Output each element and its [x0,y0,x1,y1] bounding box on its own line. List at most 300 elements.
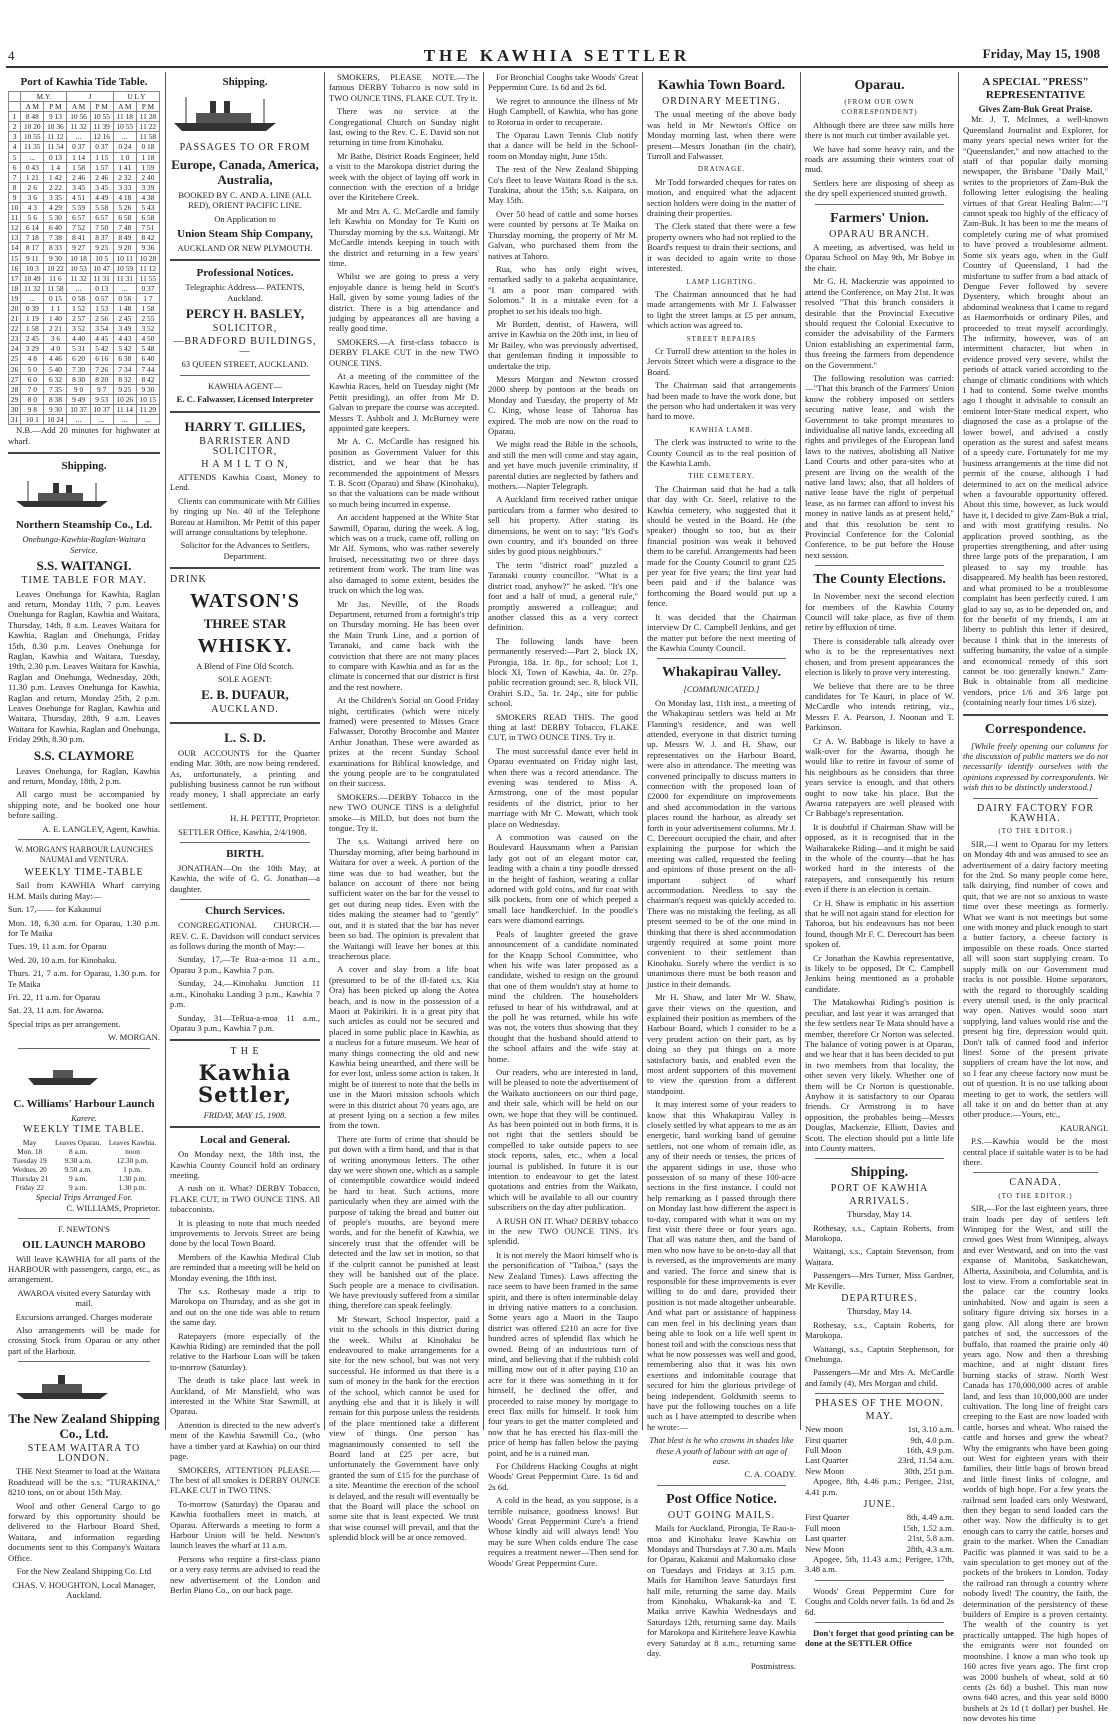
column-4-paragraphs [488,72,638,1568]
moon-row [805,1455,954,1465]
settler-office: SETTLER Office, Kawhia, 2/4/1908. [178,826,307,837]
launch-name: OIL LAUNCH MAROBO [22,1238,146,1251]
news-paragraph: Mr Burdett, dentist, of Hawera, will arrive in Kawhia on the 20th inst, in lieu of Mr Bailey, who was previously advertised, that gentleman finding it impossible to undertake the trip. [488,318,638,371]
news-paragraph: An accident happened at the White Star Sawmill, Oparau, during the week. A log, which was on a truck, came off, rolling on Mr Alf. Symons, who was rather severely bruised, necessitating two or three days retirement from work. The tram line was also damaged to some extent, besides the truck on which the log was. [329,512,479,596]
sole-agent-label: SOLE AGENT: [217,673,273,684]
moon-phase: New Moon [805,1465,844,1476]
news-paragraph: A commotion was caused on the Boulevard Haussmann when a Parisian lady got out of an elegant motor car, leading with a chain a tiny poodle dressed in the height of fashion, wearing a collar adorned with gold coins, and fur coat with silk pockets, from one of which peeped a small lace handkerchief. In the poodle's ears were diamond earrings. [488,832,638,926]
union-address: AUCKLAND OR NEW PLYMOUTH. [177,243,313,254]
tide-cell: 0 37 [90,142,113,152]
town-board-sub: ORDINARY MEETING. [662,96,781,107]
woods-ad: Woods' Great Peppermint Cure for Coughs and Colds never fails. 1s 6d and 2s 6d. [805,1585,954,1617]
tide-cell: 10 3 [21,263,44,273]
tide-cell: 11 32 [67,273,90,283]
news-paragraph: The following lands have been permanently reserved:—Part 2, block IX, Pirongia, 18a. 1r. 8p., for school; Lot 1, block XI, Town of Kawhia, 4a. 0r. 27p. public recreation ground; sec. 8, block VII, Orahiri S.D., 5a. 1r. 24p., site for public school. [488,635,638,709]
news-paragraph: Peals of laughter greeted the grave announcement of a candidate nominated for the Knapp School Committee, who when his wife was later proposed as a candidate, wished to resign on the ground that one of them wouldn't stay at home to mind the children. The householders refused to hear of his withdrawal, and at the poll he was returned, while his wife was not, the voters thus showing that they thought that the husband should attend to the school affairs and the wife stay at home. [488,928,638,1064]
moon-row [805,1466,954,1476]
tide-cell: 9 25 [113,384,136,394]
tide-cell: 29 [9,394,21,404]
news-paragraph: SMOKERS, ATTENTION PLEASE.—The best of all smokes is DERBY OUNCE FLAKE CUT in TWO TINS. [170,1464,320,1496]
basley-address: 63 QUEEN STREET, AUCKLAND. [181,359,309,370]
tide-cell: 2 46 [67,172,90,182]
tide-cell: 5 26 [113,203,136,213]
tide-row [9,283,160,293]
post-office-heading: Post Office Notice. [666,1491,777,1507]
tb-subhead: THE CEMETERY. [688,472,755,481]
tide-cell: 2 21 [44,324,67,334]
karere-row [8,1165,160,1174]
tide-cell: 9 7 [90,384,113,394]
tide-cell: 26 [9,364,21,374]
whisky-star: THREE STAR [203,615,287,631]
sail-line: Wed. 20, 10 a.m. for Kinohaku. [8,954,117,965]
karere-cell: 9 a.m. [69,1183,88,1193]
arrival-line: Passengers—Mrs Turner, Miss Gardner, Mr Keville. [805,1270,954,1291]
church-heading: Church Services. [205,905,285,918]
divider [973,798,1098,799]
local-paragraphs [170,1149,320,1595]
tide-cell: 7 48 [113,223,136,233]
tide-cell: 14 [9,243,21,253]
tide-cell: 4 3 [21,203,44,213]
tide-cell: 3 [9,132,21,142]
notice-text: Wool and other General Cargo to go forward by this opportunity should be delivered to the Harbour Board Shed, Waitara, and information regarding documents sent to this Company's Waitara Office. [8,1500,160,1563]
tide-ampm: A M [67,102,90,112]
steamship-icon [170,95,280,135]
whisky-blend: A Blend of Fine Old Scotch. [196,660,294,671]
tide-row [9,233,160,243]
tide-cell: 1 48 [113,303,136,313]
sail-schedule [8,904,160,1029]
news-paragraph: At a meeting of the committee of the Kawhia Races, held on Tuesday night (Mr Pettit presiding), an offer from Mr D. Galvan to prepare the course was accepted. Messrs T. Ashbolt and J. McBurney were appointed gate keepers. [329,370,479,433]
tide-cell: 28 [9,384,21,394]
tide-cell: 0 37 [67,142,90,152]
service-heading: STEAM WAITARA TO LONDON. [27,1442,141,1465]
tide-cell: 4 38 [136,192,159,202]
shipping-heading: Shipping. [222,76,268,88]
church-line: Sunday, 31—TeRua-a-moa 11 a.m., Oparau 3 p.m., Kawhia 7 p.m. [170,1012,320,1033]
tide-cell: 1 53 [90,303,113,313]
tide-cell: 9 13 [44,112,67,122]
tide-row [9,384,160,394]
tide-cell: 11 29 [136,404,159,414]
shipping-heading: Shipping. [850,1165,909,1181]
divider [815,1580,944,1581]
tide-cell: 6 20 [67,354,90,364]
tide-cell: 11 14 [113,404,136,414]
moon-row [805,1533,954,1543]
tide-cell: 6 57 [67,213,90,223]
tide-cell: 1 52 [67,303,90,313]
gillies-text: ATTENDS Kawhia Coast, Money to Lend. [170,471,320,493]
passages: PASSAGES TO OR FROM [179,142,311,154]
tide-cell: 3 54 [90,324,113,334]
tide-cell: 9 30 [136,384,159,394]
farmers-heading: Farmers' Union. [830,210,929,226]
tide-row [9,293,160,303]
destinations: Europe, Canada, America, Australia, [171,156,319,187]
tide-cell: 9 [9,192,21,202]
whakapirau-heading: Whakapirau Valley. [661,665,782,681]
tide-cell: 5 0 [21,364,44,374]
tide-cell: 6 32 [44,374,67,384]
dairy-letter: SIR,—I went to Oparau for my letters on Monday 4th and was amused to see an advertisement of a dairy factory meeting for the 2nd. So many people come here, talk dairying, find number of cows and quit, that we are not so anxious to waste time over these meetings as formerly. What we want is not meetings but some one with money and pluck enough to start a butter factory, a cheese factory is impossible on these roads. Once started all will soon start supplying cream. To supply milk on our Government mud tracks is not possible. Home separators, with the regard to thoroughly scalding every utensil used, is the only practical way open. Natives would soon start supplying, land values would rise and the present big fire, depression would quit. Don't talk of canned food and inferior lines! Some of the present private suppliers of cream have the lot now, and so I fear any cheese factory now must be out of question. It is no use talking about meeting to get to work, the settlers will all take it on and do better than at any other produce.—Yours, etc., [963,838,1108,1120]
launch-text: Excursions arranged. Charges moderate [15,1311,153,1322]
moon-time: 28th, 4.3 a.m. [906,1543,954,1554]
tide-cell: 3 6 [21,192,44,202]
notice-text: THE Next Steamer to load at the Waitara Roadstead will be the s.s. "TURAKINA," 8210 tons, on or about 15th May. [8,1466,160,1498]
basley-title: SOLICITOR, [212,323,278,335]
tide-cell: ... [90,415,113,425]
county-paragraph: It is doubtful if Chairman Shaw will be opposed, as it is recognised that in the Waiharakeke Riding—and it might be said in the whole of the county—that he has worked hard in the interests of the ratepayers, and consequently his return even if there is an election is certain. [805,821,954,895]
lsd-heading: L. S. D. [224,729,266,745]
moon-phase: New Moon [805,1543,844,1554]
tide-cell: 1 58 [67,162,90,172]
tide-cell: 27 [9,374,21,384]
tide-table [8,91,160,425]
karere-table-body [8,1147,160,1192]
header-rule [6,66,1108,68]
tide-row [9,263,160,273]
union-company: Union Steam Ship Company, [177,228,313,241]
tide-cell: 10 26 [113,394,136,404]
column-6 [805,72,954,1649]
tide-cell: 4 40 [67,334,90,344]
departure-line: Passengers—Mr and Mrs A. McCardle and family (4), Mrs Morgan and child. [805,1367,954,1388]
karere-col: Leaves Oparau. [55,1137,102,1147]
tide-cell: 1 [9,112,21,122]
tide-cell: 4 43 [113,334,136,344]
tide-cell: 20 [9,303,21,313]
karere-cell: 8 a.m. [69,1146,88,1156]
tide-cell: 5 42 [90,344,113,354]
tide-cell: 1 14 [67,152,90,162]
moon-note: Apogee, 8th, 4.46 p.m.; Perigee, 21st, 4.41 p.m. [805,1476,954,1497]
oparau-para: Settlers here are disposing of sheep as the dry spell experienced stunted growth. [805,177,954,199]
county-paragraph: There is considerable talk already over who is to be the representatives next chosen, and from present appearances the election is likely to prove very interesting. [805,635,954,678]
tide-cell: 2 57 [67,314,90,324]
tb-para: The Clerk stated that there were a few property owners who had not replied to the Board's request to drain their sections, and it was decided to again write to those interested. [647,221,796,274]
sail-line: Fri. 22, 11 a.m. for Oparau [8,991,101,1002]
tide-cell: 7 34 [113,364,136,374]
tide-cell: 5 40 [44,364,67,374]
karere-cell: 9 a.m. [69,1174,88,1184]
tide-cell: 0 24 [113,142,136,152]
moon-time: 15th, 1.52 a.m. [902,1522,954,1533]
farmers-para: Mr G. H. Mackenzie was appointed to attend the Conference, on May 21st. It was resolved "That this branch considers it desirable that the Provincial Executive should request the Colonial Executive to consider the advisability of the Farmers Union establishing an experimental farm, thus freeing the farmers from dependence on the Government." [805,276,954,370]
correspondence-note: [While freely opening our columns for the discussion of public matters we do not necessarily identify ourselves with the opinions expressed by correspondents. We wish this to be distinctly understood.] [963,740,1108,793]
departures-date: Thursday, May 14. [847,1306,912,1317]
tide-cell: 11 [9,213,21,223]
tb-para: Cr Turroll drew attention to the holes in Jervois Street which were a disgrace to the Board. [647,345,796,377]
moon-time: 1st, 3.10 a.m. [907,1424,954,1435]
church-text: CONGREGATIONAL CHURCH.—REV. C. E. Davidson will conduct services as follows during the month of May:— [170,920,320,952]
news-paragraph: We might read the Bible in the schools, and still the men will come and stay again, and yet have much juvenile criminality, if parental duties are neglected by fathers and mothers.—Napier Telegraph. [488,439,638,492]
county-paragraph: Cr H. Shaw is emphatic in his assertion that he will not again stand for election for Tahoroa, but his endeavours has not been found, though Mr F. C. Derecourt has been spoken of. [805,897,954,950]
tide-cell: ... [136,415,159,425]
tide-cell: ... [21,293,44,303]
tide-cell: 0 15 [44,293,67,303]
tb-para: The clerk was instructed to write to the County Council as to the real position of the Kawhia Lamb. [647,437,796,468]
tide-row [9,152,160,162]
tide-cell: ... [113,415,136,425]
tide-cell: 10 15 [136,394,159,404]
tide-cell: 22 [9,324,21,334]
tide-row [9,213,160,223]
postmistress: Postmistress. [750,1661,796,1672]
tide-cell: 8 33 [44,243,67,253]
tide-cell: 3 49 [113,324,136,334]
launch-text: Also arrangements will be made for crossing Stock from Oparau or any other part of the Harbour. [8,1325,160,1356]
tide-cell: 10 53 [67,263,90,273]
dairy-ps: P.S.—Kawhia would be the most central place if suitable water is to be had there. [963,1136,1108,1167]
tide-note: N.B.—Add 20 minutes for highwater at wharf. [8,425,160,446]
wv-para: It may interest some of your readers to know that this Whakapirau Valley is closely settled by what appears to me as an energetic, hard working band of genuine settlers, not one whom of remain idle, as any of their needs or tenses, the prices of the apparent sidings in use, those who possession of so many of these 100-acre sections in the first instance. I could not help remarking as I passed through there on Monday last how different the aspect is to-day, compared with what it was on my first visit there three or four years ago. That all was nature then, and the band of men who now have to be on-to-day all that is reversed, as the improvements are many and varied. The force and sinew that is responsible for these improvements is ever willing to do and dare, provided their position is not made altogether unbearable. And what part or assistance of happiness can men feel in his declining years than being able to look on a life well spent in honest toil and with the conscious ness that what he now possesses was well and good, remembering also that it was his own exertions and indomitable courage that secured for him the glorious privilege of being independent. Goldsmith seems to have put the following touches on a life such as I have attempted to describe when he wrote:— [647,1099,796,1432]
oparau-heading: Oparau. [854,78,905,93]
moon-may-rows [805,1424,954,1476]
tide-cell: 2 56 [90,314,113,324]
news-paragraph: The term "district road" puzzled a Taranaki county councillor. "What is a district road, anyhow?" he asked. "It's one foot and a half of mud, a general rule," promptly answered a colleague; and another classed this as a very correct definition. [488,559,638,633]
divider [815,1158,944,1159]
news-paragraph: SMOKERS READ THIS. The good thing at last! DERBY Tobacco, FLAKE CUT, in TWO OUNCE TINS. Try it. [488,711,638,743]
sail-line: Tues. 19, 11 a.m. for Oparau [8,941,107,952]
column-rule [642,72,643,1430]
page-number: 4 [8,48,15,63]
tide-cell: 1 40 [44,314,67,324]
news-paragraph: For Childrens Hacking Coughs at night Woods' Great Peppermint Cure. 1s 6d and 2s 6d. [488,1461,638,1492]
moon-time: 9th, 4.0 p.m. [910,1434,954,1445]
tide-ampm: A M [113,102,136,112]
tb-para: The Chairman said that he had a talk that day with Cr. Steel, relative to the Kawhia cemetery, who suggested that it should be vested in the Board. He (the speaker) thought so too, but as their financial position was weak it behoved them to be careful. Arrangements had been made for the County Council to grant £25 per year for five years; the first year had been paid and if the balance was forthcoming the Board would put up a fence. [647,483,796,609]
tide-cell: ... [67,132,90,142]
tide-cell: 17 [9,273,21,283]
tide-cell: 8 37 [90,233,113,243]
tide-cell: 4 0 [44,344,67,354]
port-heading: PORT OF KAWHIA [830,1183,929,1195]
tide-cell: 4 46 [44,354,67,364]
divider [963,714,1108,716]
tide-cell: ... [113,283,136,293]
launch-heading: W. MORGAN'S HARBOUR LAUNCHES NAUMAI and VENTURA. [14,845,154,865]
tide-cell: 7 50 [90,223,113,233]
column-rule [958,72,959,1430]
tide-row [9,404,160,414]
church-line: Sunday, 17,—Te Rua-a-moa 11 a.m., Oparau 3 p.m., Kawhia 7 p.m. [170,954,320,975]
tide-cell: 13 [9,233,21,243]
tide-cell: 4 8 [21,354,44,364]
whisky-ad-drink: DRINK [170,574,207,586]
basley-name: PERCY H. BASLEY, [185,306,305,322]
issue-date: Friday, May 15, 1908 [982,46,1100,61]
tide-row [9,253,160,263]
column-3-paragraphs [329,72,479,1543]
divider [170,259,320,261]
tide-cell: 16 [9,263,21,273]
tide-cell: 0 13 [90,283,113,293]
arrival-line: Rothesay, s.s., Captain Roberts, from Marokopa. [805,1222,954,1243]
tide-cell: 8 49 [113,233,136,243]
column-4 [488,72,638,1568]
tide-cell: 15 [9,253,21,263]
tide-table-body [9,112,160,425]
tide-row [9,303,160,313]
tide-cell: 5 30 [44,213,67,223]
tide-cell: 9 30 [44,253,67,263]
tide-row [9,415,160,425]
tide-cell: 0 18 [136,142,159,152]
company-name: The New Zealand Shipping Co., Ltd. [8,1410,160,1441]
agent-signature: A. E. LANGLEY, Agent, Kawhia. [42,823,160,834]
news-paragraph: The s.s. Waitangi arrived here on Thursday morning, after being barbound in Waitara for over a week. A portion of the time was due to bad weather, but the balance on account of there not being sufficient water on the bar for the vessel to get out during neap tides. Even with the tides making the steamer had to "gently" out, and it is stated that the bar has never been so bad. The opinion is prevalent that the Waitangi will leave her bones at this treacherous place. [329,836,479,961]
sole-agent-name: E. B. DUFAUR, [201,687,289,703]
news-paragraph: On Monday next, the 18th inst, the Kawhia County Council hold an ordinary meeting. [170,1149,320,1180]
sail-line: Sat. 23, 11 a.m. for Awaroa. [8,1005,104,1016]
karere-table [8,1138,160,1193]
tide-cell: 10 59 [113,263,136,273]
tide-cell: 1 58 [21,324,44,334]
moon-row [805,1424,954,1434]
column-rule [165,72,166,1430]
zambuk-text: Mr. J. T. McInnes, a well-known Queensland Journalist and Explorer, for many years special news writer for the "Queenslander," and now attached to the staff of that popular daily morning newspaper, the Brisbane "Daily Mail," writes to the proprietors of Zam-Buk the following letter eulogising the healing virtues of that Great Healing Balm:—"I cannot speak too highly of the efficacy of Zam-Buk. It has been to me the means of completely curing me of what promised to have proved a troublesome ailment. Some six years ago, when in the Gulf Country of Queensland, I had the misfortune to suffer from a bad attack of Dengue Fever followed by severe Dysentery, which brought about an abdominal weakness that I came to regard as Haemorrhoids or ordinary Piles, and proceeded to treat myself accordingly. The infirmity, however, was of an intermittent character, but when in evidence proved very severe, whilst the periods of attack varied according to the change of climatic conditions with which I had to contend. Some twelve months ago I thought it advisable to consult an eminent Inter-State medical expert, who diagnosed the case as a prolapse of the lower bowel, and advised a costly operation as the surest and safest means of a speedy cure. Fortunately for me my business arrangements at the time did not permit of the course, although I had determined to act on the medical advice when a favourable opportunity offered. About this time, however, as luck would have it, I decided to give Zam-Buk a trial, and with most gratifying results. No application proved soothing, as the properties strengthening, and after using three large pots of the preparation, I am pleased to say my trouble has disappeared. My health has been restored, and what promised to be a troublesome complaint has been perfectly cured. I am glad to say so, as to be depended on, and for the benefit of my friends, I am at liberty to publish this letter if desired, because I think that in the interests of suffering humanity, the value of a simple and economical remedy of this sort cannot be too generally known." Zam-Buk is obtainable from all medicine vendors, price 1/6 and 3/6 large pot (containing nearly four times 1/6 size). [963,114,1108,708]
tide-cell: ... [113,132,136,142]
tide-cell: 2 32 [113,172,136,182]
tide-cell: 10 37 [90,404,113,414]
tide-cell: 1 15 [90,152,113,162]
tide-cell: 11 6 [44,273,67,283]
tide-cell: 3 45 [90,182,113,192]
sail-line: Thurs. 21, 7 a.m. for Oparau, 1.30 p.m. for Te Maika [8,968,160,989]
manager-signature: CHAS. V. HOUGHTON, Local Manager, Auckland. [12,1579,156,1600]
tide-cell: 3 52 [136,324,159,334]
newton-name: F. NEWTON'S [58,1224,110,1235]
sole-agent-town: AUCKLAND. [211,704,279,716]
column-3 [329,72,479,1543]
karere-cell: noon [125,1146,140,1156]
tide-cell: 9 25 [90,243,113,253]
tide-cell: 3 6 [44,334,67,344]
weekly-timetable-heading: WEEKLY TIME-TABLE [24,866,144,878]
tide-row [9,354,160,364]
tide-cell: 0 39 [21,303,44,313]
tide-cell: 6 14 [21,223,44,233]
whisky-brand: WATSON'S [190,589,300,612]
tide-cell: 10 20 [21,122,44,132]
tide-cell: 1 0 [113,152,136,162]
karere-col: Leaves Kawhia. [108,1137,157,1147]
karere-cell: Wednes. 20 [12,1165,47,1175]
morgan-signature: W. MORGAN. [108,1032,160,1043]
tb-para: The usual meeting of the above body was held in Mr Newton's Office on Monday morning last, when there were present—Messrs Jonathan (in the chair), Turroll and Falwasser. [647,109,796,162]
tide-cell: 11 28 [136,112,159,122]
tide-cell: 6 58 [113,213,136,223]
news-paragraph: SMOKERS.—DERBY Tobacco in the new TWO OUNCE TINS is a delightful smoke—is MILD, but does not burn the tongue. Try it. [329,791,479,834]
tide-cell: 8 17 [21,243,44,253]
tide-cell: 5 31 [67,344,90,354]
tide-cell: 11 58 [136,132,159,142]
tb-para: Mr Todd forwarded cheques for rates on motion, and enquired what the adjacent section holders were doing in the matter of draining their properties. [647,176,796,219]
tide-cell: 8 30 [67,374,90,384]
moon-heading: PHASES OF THE MOON. [815,1398,944,1410]
divider [657,658,786,659]
tide-row [9,273,160,283]
tide-cell: 10 49 [21,273,44,283]
karere-cell: Friday 22 [15,1183,44,1193]
county-paragraph: Cr A. W. Babbage is likely to have a walk-over for the Awaroa, though he would like to retire in favour of some of his neighbours as he considers that three years service is enough, and that others ought to now take his place. But the Awaroa ratepayers are well pleased with Cr Babbage's representation. [805,735,954,819]
tide-cell: 9 53 [90,394,113,404]
county-paragraphs [805,591,954,1153]
tide-row [9,122,160,132]
tb-subhead: STREET REPAIRS [686,334,757,343]
tide-month: U L Y [113,92,159,102]
divider [180,842,310,843]
news-paragraph: It is not merely the Maori himself who is the personification of "Taihoa," (says the New Zealand Times). Laws affecting the race seem to have been framed in the same spirit, and there is often interminable delay in driving native matters to a conclusion. Some years ago a Maori in the Taupo district was offered £210 an acre for five hundred acres of splendid flax which he owned. Being of an industrious turn of mind, and believing that if the rubbish cold milling mow out of it after paying £10 an acre for it there was something in it for himself, he declined the offer, and proceeded to raise money by mortgage to erect flax mills for himself. It took him four years to get the matter completed and now that he has erected his flax-mill the price of hemp has fallen below the paying point, and he is a ruined man. [488,1249,638,1458]
tb-subhead: DRAINAGE. [697,165,746,174]
news-paragraph: A RUSH ON IT. What? DERBY tobacco in the new TWO OUNCE TINS. It's splendid. [488,1215,638,1247]
news-paragraph: A Auckland firm received rather unique particulars from a farmer who desired to sell his property. After stating its dimensions, he went on to say: "It's God's own country, and it's bounded on three sides by good pious neighbours." [488,494,638,557]
news-paragraph: Rua, who has only eight wives, remarked sadly to a pakeha acquaintance, "I am a poor man compared with Solomon." It is a mistake even for a prophet to set his ideals too high. [488,263,638,316]
tide-cell: 9 49 [67,394,90,404]
cargo-note: All cargo must be accompanied by shipping note, and be booked one hour before sailing. [8,789,160,821]
tide-cell: 3 29 [21,344,44,354]
divider [973,1172,1098,1173]
tide-cell: 11 12 [44,132,67,142]
tide-cell: 8 [9,182,21,192]
divider [815,565,944,566]
flag-title: Kawhia Settler, [197,1059,293,1107]
tide-cell: 4 50 [136,334,159,344]
tide-cell: 11 35 [21,142,44,152]
tide-row [9,364,160,374]
tide-cell: 5 43 [136,203,159,213]
dairy-heading: DAIRY FACTORY FOR KAWHIA. [976,802,1095,824]
tide-cell: 7 38 [44,233,67,243]
launch-name: Karere. [71,1112,97,1123]
gillies-town: H A M I L T O N, [201,458,289,470]
company-name: Northern Steamship Co., Ld. [15,519,153,532]
wv-quote: That blest is he who crowns in shades like these A youth of labour with an age of ease. [649,1435,794,1466]
divider [170,567,320,569]
tide-cell: 5 58 [90,203,113,213]
divider [657,1485,786,1486]
tide-row [9,112,160,122]
moon-phase: Last Quarter [805,1455,849,1466]
tide-cell: 0 56 [113,293,136,303]
tide-cell: 7 [9,172,21,182]
tide-cell: 8 0 [21,394,44,404]
tide-cell: 1 42 [44,172,67,182]
tide-cell: 7 44 [136,364,159,374]
tide-row [9,142,160,152]
divider [180,899,310,900]
news-paragraph: We regret to announce the illness of Mr Hugh Campbell, of Kawhia, who has gone to Rotorua in order to recuperate. [488,95,638,127]
tb-para: It was decided that the Chairman interview Dr C. Campbell Jenkins, and get the matter put before the next meeting of the Kawhia County Council. [647,611,796,653]
tide-cell: 11 55 [136,273,159,283]
news-paragraph: To-morrow (Saturday) the Oparau and Kawhia footballers meet in match, at Oparau. Afterwards a meeting to form a Harbour Union will be held. Newton's launch leaves the wharf at 11 a.m. [170,1498,320,1551]
tide-cell: 1 19 [21,314,44,324]
tide-cell: 9 20 [113,243,136,253]
tide-cell: 0 13 [44,152,67,162]
oparau-para: Although there are three saw mills here there is not much cut timber available yet. [805,119,954,141]
tide-cell: 8 48 [21,112,44,122]
departure-line: Rothesay, s.s., Captain Roberts, for Marokopa. [805,1319,954,1341]
tide-cell: 2 22 [44,182,67,192]
tide-cell: 11 39 [90,122,113,132]
tide-cell: 12 16 [90,132,113,142]
moon-row [805,1445,954,1455]
tide-cell: 7 0 [21,384,44,394]
tide-row [9,334,160,344]
tide-month: M.Y. [21,92,67,102]
